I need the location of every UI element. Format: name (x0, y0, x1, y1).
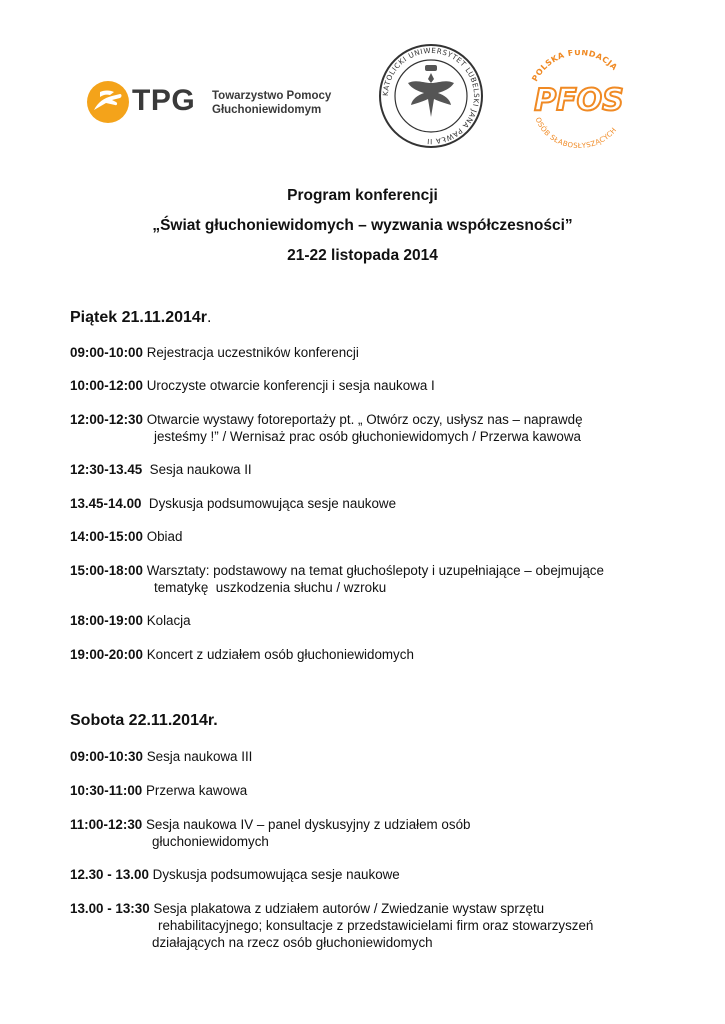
item-text: Otwarcie wystawy fotoreportaży pt. „ Otwórz oczy, usłysz nas – naprawdę (142, 412, 583, 427)
schedule-item (70, 377, 670, 394)
item-time: 19:00-20:00 (70, 647, 143, 662)
schedule-item (70, 612, 670, 629)
item-text-cont2: działających na rzecz osób głuchoniewidomych (152, 935, 433, 950)
item-text: Sesja naukowa III (142, 749, 253, 764)
schedule-item (70, 646, 670, 663)
schedule-item (70, 866, 670, 883)
item-text-cont: głuchoniewidomych (152, 834, 269, 849)
svg-text:OSÓB SŁABOSŁYSZĄCYCH (534, 116, 619, 150)
conference-dates: 21-22 listopada 2014 (287, 247, 438, 264)
schedule-item (70, 816, 670, 850)
schedule-item (70, 528, 670, 545)
schedule-item (70, 344, 670, 361)
pfos-emblem-icon (520, 50, 638, 150)
item-text: Kolacja (142, 613, 191, 628)
item-time: 13.45-14.00 (70, 496, 142, 511)
schedule-item (70, 782, 670, 799)
item-text: Obiad (142, 529, 183, 544)
item-text: Uroczyste otwarcie konferencji i sesja naukowa I (142, 378, 435, 393)
item-text-cont: rehabilitacyjnego; konsultacje z przedstawicielami firm oraz stowarzyszeń (158, 918, 594, 933)
item-text: Warsztaty: podstawowy na temat głuchoślepoty i uzupełniające – obejmujące (142, 563, 604, 578)
item-text: Dyskusja podsumowująca sesje naukowe (141, 496, 397, 511)
item-time: 13.00 - 13:30 (70, 901, 150, 916)
schedule-item (70, 900, 670, 951)
schedule-item (70, 562, 670, 596)
item-time: 12:00-12:30 (70, 412, 143, 427)
day1-title: Piątek 21.11.2014r (70, 309, 208, 326)
day1-heading (70, 308, 211, 328)
tpg-name-line2: Głuchoniewidomym (212, 104, 322, 116)
pfos-logo (520, 50, 638, 150)
schedule-item (70, 461, 670, 478)
item-text: Dyskusja podsumowująca sesje naukowe (148, 867, 400, 882)
item-text: Koncert z udziałem osób głuchoniewidomych (142, 647, 414, 662)
item-text: Rejestracja uczestników konferencji (142, 345, 359, 360)
item-text: Sesja naukowa IV – panel dyskusyjny z udziałem osób (142, 817, 471, 832)
item-time: 12:30-13.45 (70, 462, 143, 477)
item-text: Sesja naukowa II (142, 462, 252, 477)
item-text: Sesja plakatowa z udziałem autorów / Zwiedzanie wystaw sprzętu (149, 901, 545, 916)
item-time: 09:00-10:30 (70, 749, 143, 764)
item-time: 15:00-18:00 (70, 563, 143, 578)
kul-seal-logo (378, 43, 484, 149)
schedule-item (70, 495, 670, 512)
item-time: 09:00-10:00 (70, 345, 143, 360)
item-time: 14:00-15:00 (70, 529, 143, 544)
day2-heading: Sobota 22.11.2014r. (70, 712, 218, 729)
tpg-name (212, 89, 331, 117)
pfos-bottom-text: OSÓB SŁABOSŁYSZĄCYCH (533, 116, 619, 150)
pfos-abbr: PFOS (534, 83, 624, 118)
tpg-abbr: TPG (132, 84, 196, 117)
day1-title-dot: . (207, 309, 212, 326)
tpg-logo (86, 80, 346, 124)
program-title: Program konferencji (287, 187, 438, 204)
kul-ring-text: KATOLICKI UNIWERSYTET LUBELSKI JANA PAWŁA II (380, 45, 482, 147)
item-time: 12.30 - 13.00 (70, 867, 149, 882)
tpg-name-line1: Towarzystwo Pomocy (212, 90, 332, 102)
pfos-top-text: POLSKA FUNDACJA (530, 50, 620, 83)
schedule-item (70, 411, 670, 445)
conference-title: „Świat głuchoniewidomych – wyzwania współczesności” (152, 217, 573, 234)
tpg-hands-icon (86, 80, 130, 124)
item-text: Przerwa kawowa (142, 783, 248, 798)
item-time: 10:00-12:00 (70, 378, 143, 393)
item-text-cont: tematykę uszkodzenia słuchu / wzroku (154, 580, 387, 595)
svg-text:POLSKA FUNDACJA (530, 50, 619, 83)
schedule-item (70, 748, 670, 765)
item-text-cont: jesteśmy !” / Wernisaż prac osób głuchoniewidomych / Przerwa kawowa (154, 429, 581, 444)
item-time: 18:00-19:00 (70, 613, 143, 628)
item-time: 10:30-11:00 (70, 783, 143, 798)
kul-eagle-seal-icon (378, 43, 484, 149)
item-time: 11:00-12:30 (70, 817, 143, 832)
